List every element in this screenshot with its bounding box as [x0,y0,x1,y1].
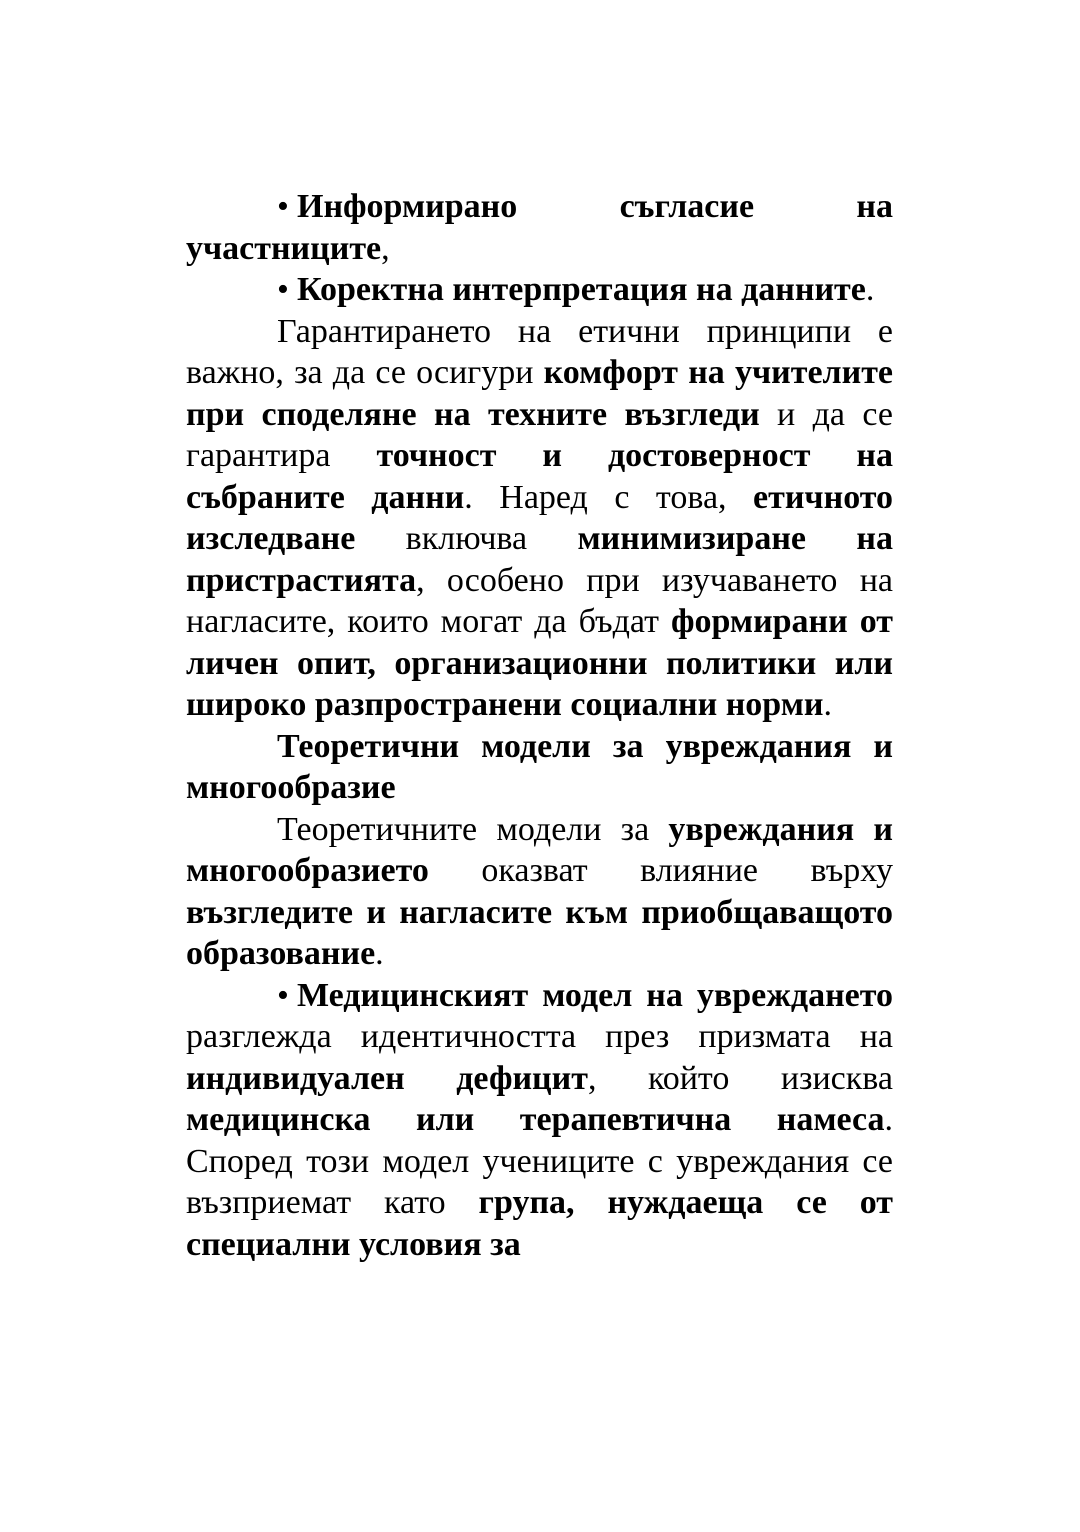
bold-text-run: група, нуждаеща се от специални условия за [186,1184,893,1263]
text-run: . [375,935,384,972]
text-run: Гарантирането на етични принципи е важно, за да се осигури [186,312,893,391]
bullet-item-informed-consent [186,186,893,269]
bold-text-run: Медицинският модел на увреждането [297,976,893,1014]
bold-text-run: възгледите и нагласите към приобщаващото образование [186,893,893,972]
bold-text-run: Коректна интерпретация на данните [297,271,866,308]
bold-text-run: минимизиране на пристрастията [186,520,893,599]
document-page [186,186,893,1265]
bold-text-run: увреждания и многообразието [186,810,893,889]
bold-text-run: Информирано съгласие на участниците [186,188,893,267]
bullet-icon: • [277,188,289,225]
bold-text-run: комфорт на учителите при споделяне на техните възгледи [186,354,893,433]
paragraph-ethical-principles [186,311,893,726]
text-run: разглежда идентичността през призмата на [186,1018,893,1055]
bold-text-run: етичното изследване [186,478,893,557]
text-run: . Наред с това, [464,478,754,516]
text-run: . [823,686,832,723]
bullet-item-medical-model [186,975,893,1266]
text-run: и да се гарантира [186,395,894,474]
paragraph-theoretical-models [186,809,893,975]
bold-text-run: Теоретични модели за увреждания и многообразие [186,727,893,806]
bold-text-run: индивидуален дефицит [186,1059,588,1097]
text-run: Теоретичните модели за [277,810,669,848]
text-run: . Според този модел учениците с увреждания се възприемат като [186,1101,893,1221]
bold-text-run: формирани от личен опит, организационни политики или широко разпространени социални норми [186,603,893,723]
bullet-icon: • [277,271,289,308]
bold-text-run: точност и достоверност на събраните данни [186,437,893,516]
text-run: , особено при изучаването на нагласите, които могат да бъдат [186,561,893,640]
bullet-item-correct-interpretation [186,269,893,311]
bullet-icon: • [277,976,289,1014]
text-run: , [381,229,390,267]
bold-text-run: медицинска или терапевтична намеса [186,1101,885,1138]
text-run: включва [355,520,578,557]
section-heading [186,726,893,809]
text-run: . [865,271,875,308]
text-run: , който изисква [587,1059,893,1097]
text-run: оказват влияние върху [428,852,893,889]
